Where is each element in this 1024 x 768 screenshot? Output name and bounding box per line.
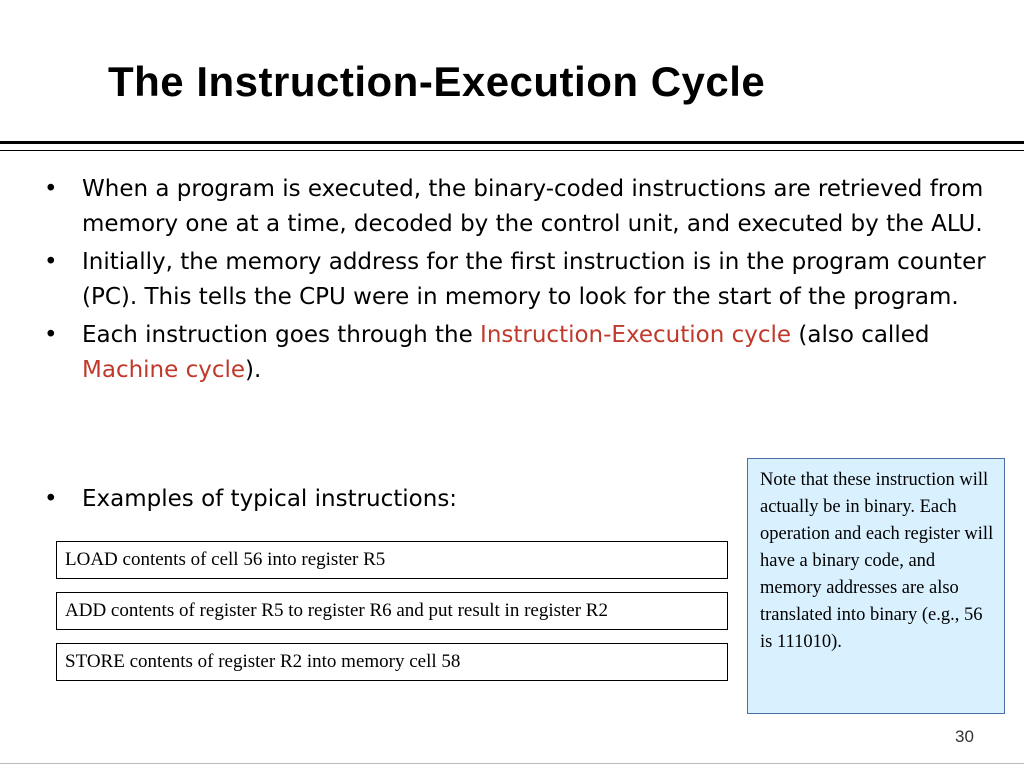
bullet-icon: •: [44, 322, 58, 348]
title-divider: [0, 141, 1024, 151]
instruction-box-add: ADD contents of register R5 to register R6 and put result in register R2: [56, 592, 728, 630]
bullet-item-4: [40, 482, 682, 517]
bullet-text-pre: Each instruction goes through the: [82, 322, 481, 348]
bullet-text-post: ).: [245, 356, 262, 383]
page-number: 30: [955, 727, 974, 746]
bullet-item-1: [40, 172, 990, 241]
footer-line: [0, 763, 1024, 764]
slide-title: The Instruction-Execution Cycle: [108, 58, 766, 105]
bullet-text: Examples of typical instructions:: [82, 486, 458, 512]
bullet-icon: •: [44, 486, 58, 512]
bullet-item-2: [40, 245, 990, 314]
highlight-machine-cycle: Machine cycle: [82, 356, 246, 383]
bullet-icon: •: [44, 176, 58, 202]
highlight-instruction-execution-cycle: Instruction-Execution cycle: [480, 322, 792, 348]
note-callout: Note that these instruction will actually be in binary. Each operation and each register will have a binary code, and memory addresses are also translated into binary (e.g., 56 is 111010).: [747, 458, 1005, 714]
bullet-item-3: [40, 318, 990, 387]
bullet-list: [40, 172, 990, 512]
bullet-text-mid: (also called: [791, 322, 930, 348]
instruction-box-load: LOAD contents of cell 56 into register R5: [56, 541, 728, 579]
bullet-icon: •: [44, 249, 58, 275]
bullet-text: Initially, the memory address for the first instruction is in the program counter (PC). This tells the CPU were in memory to look for the start of the program.: [82, 249, 986, 310]
bullet-text: When a program is executed, the binary-coded instructions are retrieved from memory one at a time, decoded by the control unit, and executed by the ALU.: [82, 176, 984, 237]
instruction-box-store: STORE contents of register R2 into memory cell 58: [56, 643, 728, 681]
